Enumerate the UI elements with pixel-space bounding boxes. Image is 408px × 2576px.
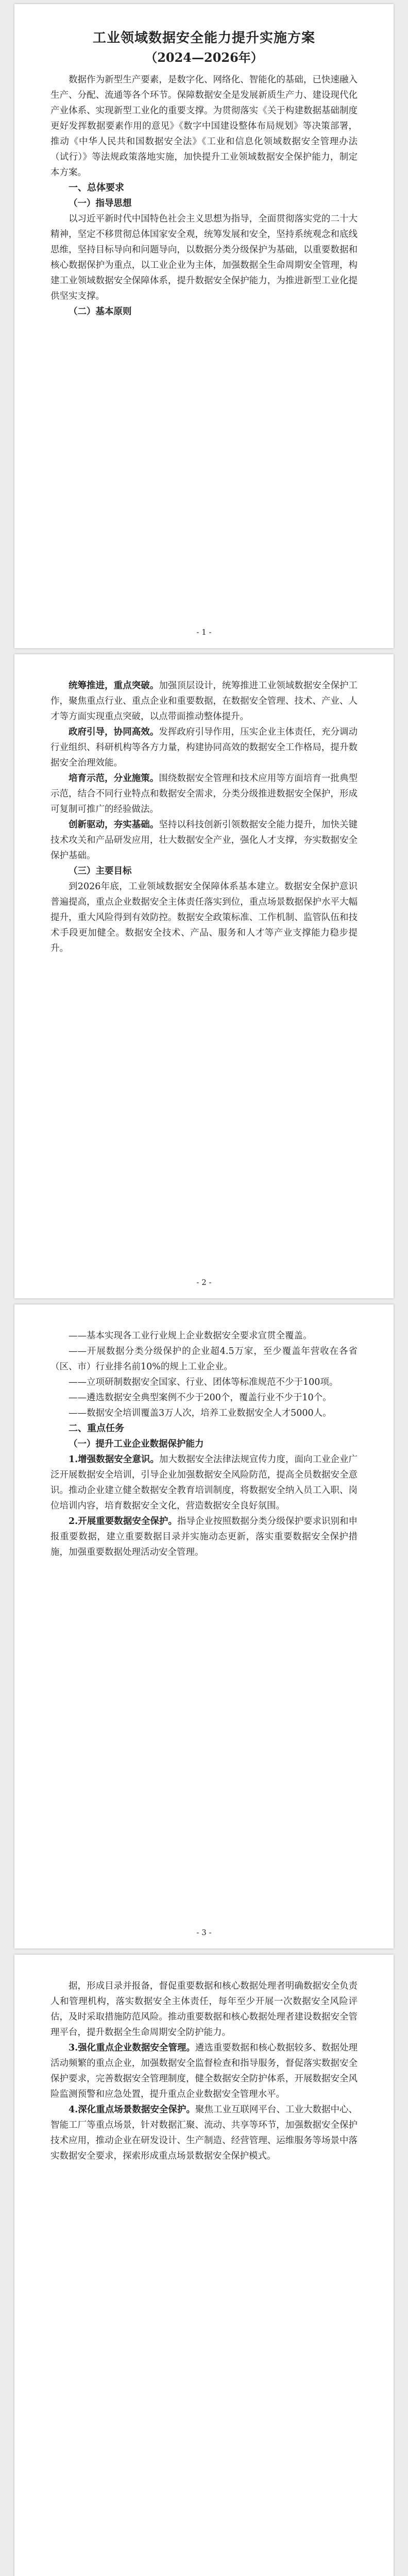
paragraph (50, 724, 358, 771)
page-number: - 2 - (196, 1278, 212, 1287)
document-page (14, 1955, 394, 2576)
paragraph-text: 发挥政府引导作用，压实企业主体责任，充分调动行业组织、科研机构等各方力量，构建协同高效的数据安全工作格局，提升数据安全治理效能。 (50, 727, 358, 768)
paragraph: 据，形成目录并报备，督促重要数据和核心数据处理者明确数据安全负责人和管理机构，落实数据安全主体责任，每年至少开展一次数据安全风险评估，及时采取措施防范风险。推动重要数据和核心数据处理者建设数据安全管理平台，提升数据全生命周期安全防护能力。 (50, 1981, 358, 2038)
paragraph-lead: 创新驱动，夯实基础。 (69, 820, 159, 830)
subsection-heading: （一）指导思想 (69, 198, 132, 209)
paragraph (50, 771, 358, 817)
paragraph-text: 聚焦工业互联网平台、工业大数据中心、智能工厂等重点场景，针对数据汇聚、流动、共享等环节，加强数据安全保护技术应用，推动企业在研发设计、生产制造、经营管理、运维服务等场景中落实数据安全要求，探索形成重点场景数据安全保护模式。 (50, 2105, 358, 2161)
paragraph: 数据作为新型生产要素，是数字化、网络化、智能化的基础，已快速融入生产、分配、流通等各个环节。保障数据安全是发展新质生产力、建设现代化产业体系、实现新型工业化的重要支撑。为贯彻落实《关于构建数据基础制度更好发挥数据要素作用的意见》《数字中国建设整体布局规划》等决策部署，推动《中华人民共和国数据安全法》《工业和信息化领域数据安全管理办法（试行）》等法规政策落地实施，加快提升工业领域数据安全保护能力，制定本方案。 (50, 75, 358, 178)
paragraph-text: 遴选重要数据和核心数据较多、数据处理活动频繁的重点企业，加强数据安全监督检查和指导服务，督促落实数据安全保护要求，完善数据安全管理制度，健全数据安全防护体系，开展数据安全风险监测预警和应急处置，提升重点企业数据安全管理水平。 (50, 2043, 358, 2099)
paragraph (50, 678, 358, 724)
paragraph (50, 817, 358, 863)
paragraph-text: 加大数据安全法律法规宣传力度，面向工业企业广泛开展数据安全培训，引导企业加强数据安全风险防范，提高全员数据安全意识。推动企业建立健全数据安全教育培训制度，将数据安全纳入员工入职、岗位培训内容，培育数据安全文化，营造数据安全良好氛围。 (50, 1454, 358, 1511)
paragraph-lead: 4.深化重点场景数据安全保护。 (69, 2105, 195, 2115)
subsection-heading: （一）提升工业企业数据保护能力 (69, 1439, 204, 1449)
paragraph-text: 坚持以科技创新引领数据安全能力提升，加快关键技术攻关和产品研发应用，壮大数据安全产业，强化人才支撑，夯实数据安全保护基础。 (50, 820, 358, 861)
paragraph: ——基本实现各工业行业规上企业数据安全要求宣贯全覆盖。 (69, 1331, 312, 1341)
section-heading: 一、总体要求 (69, 182, 124, 193)
paragraph-text: 围绕数据安全管理和技术应用等方面培育一批典型示范，结合不同行业特点和数据安全需求，分类分级推进数据安全保护，形成可复制可推广的经验做法。 (50, 773, 358, 815)
paragraph (50, 2040, 358, 2102)
paragraph-lead: 培育示范，分业施策。 (69, 773, 159, 784)
paragraph (50, 1514, 358, 1560)
paragraph: ——数据安全培训覆盖3万人次，培养工业数据安全人才5000人。 (69, 1408, 332, 1418)
paragraph: ——立项研制数据安全国家、行业、团体等标准规范不少于100项。 (69, 1377, 338, 1387)
paragraph-lead: 1.增强数据安全意识。 (69, 1454, 159, 1465)
paragraph-text: 指导企业按照数据分类分级保护要求识别和申报重要数据，建立重要数据目录并实施动态更新，落实重要数据安全保护措施，加强重要数据处理活动安全管理。 (50, 1516, 358, 1557)
subsection-heading: （三）主要目标 (69, 866, 132, 876)
document-page (14, 654, 394, 1298)
section-heading: 二、重点任务 (69, 1423, 124, 1434)
page-number: - 1 - (196, 628, 212, 637)
paragraph: 以习近平新时代中国特色社会主义思想为指导，全面贯彻落实党的二十大精神，坚定不移贯彻总体国家安全观，统筹发展和安全，坚持系统观念和底线思维，坚持目标导向和问题导向，以数据分类分级保护为基础，以重要数据和核心数据保护为重点，以工业企业为主体，加强数据全生命周期安全管理，构建工业领域数据安全保障体系，提升数据安全保护能力，为推进新型工业化提供坚实支撑。 (50, 214, 358, 301)
paragraph (50, 1452, 358, 1514)
subsection-heading: （二）基本原则 (69, 307, 132, 317)
document-subtitle: （2024—2026年） (145, 50, 263, 65)
document-title: 工业领域数据安全能力提升实施方案 (92, 30, 315, 46)
paragraph: ——开展数据分类分级保护的企业超4.5万家，至少覆盖年营收在各省（区、市）行业排名前10%的规上工业企业。 (50, 1346, 358, 1372)
paragraph-lead: 统筹推进，重点突破。 (69, 681, 159, 691)
paragraph-text: 加强顶层设计，统筹推进工业领域数据安全保护工作，聚焦重点行业、重点企业和重要数据，在数据安全管理、技术、产业、人才等方面实现重点突破，以点带面推动整体提升。 (50, 681, 358, 722)
document-page (14, 4, 394, 648)
paragraph: 到2026年底，工业领域数据安全保障体系基本建立。数据安全保护意识普遍提高，重点企业数据安全主体责任落实到位，重点场景数据保护水平大幅提升，重大风险得到有效防控。数据安全政策标准、工作机制、监管队伍和技术手段更加健全。数据安全技术、产品、服务和人才等产业支撑能力稳步提升。 (50, 882, 358, 954)
page-number: - 3 - (196, 1928, 212, 1937)
paragraph (50, 2102, 358, 2164)
document-page (14, 1304, 394, 1948)
paragraph: ——遴选数据安全典型案例不少于200个，覆盖行业不少于10个。 (69, 1393, 332, 1403)
paragraph-lead: 政府引导，协同高效。 (69, 727, 159, 737)
paragraph-lead: 2.开展重要数据安全保护。 (69, 1516, 177, 1527)
paragraph-lead: 3.强化重点企业数据安全管理。 (69, 2043, 195, 2053)
